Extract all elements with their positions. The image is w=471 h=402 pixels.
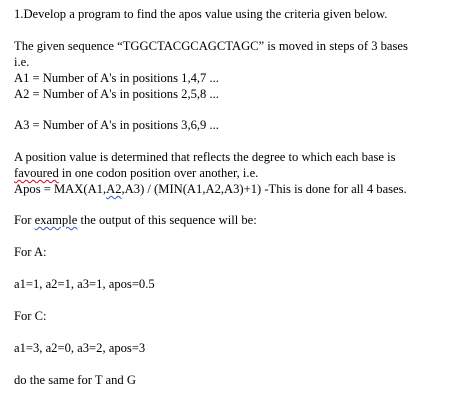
apos-formula <box>14 182 407 197</box>
a3-definition: A3 = Number of A's in positions 3,6,9 ... <box>14 118 219 132</box>
formula-start: Apos = MAX(A1, <box>14 182 107 196</box>
closing-instruction: do the same for T and G <box>14 373 136 387</box>
for-a-values: a1=1, a2=1, a3=1, apos=0.5 <box>14 277 155 291</box>
a1-definition: A1 = Number of A's in positions 1,4,7 ... <box>14 71 219 85</box>
position-description-rest: in one codon position over another, i.e. <box>58 166 259 180</box>
for-c-label: For C: <box>14 309 47 323</box>
for-c-values: a1=3, a2=0, a3=2, apos=3 <box>14 341 146 355</box>
example-intro <box>14 213 257 228</box>
position-description-continued <box>14 166 258 181</box>
title-line: 1.Develop a program to find the apos value using the criteria given below. <box>14 7 388 21</box>
position-description: A position value is determined that reflects the degree to which each base is <box>14 150 396 164</box>
spelling-flagged-word: favoured <box>14 166 59 180</box>
grammar-flagged-word: example <box>34 213 78 227</box>
sequence-line: The given sequence “TGGCTACGCAGCTAGC” is moved in steps of 3 bases <box>14 39 408 53</box>
a2-definition: A2 = Number of A's in positions 2,5,8 ... <box>14 87 219 101</box>
formula-end: ,A3) / (MIN(A1,A2,A3)+1) -This is done for all 4 bases. <box>121 182 407 196</box>
example-intro-end: the output of this sequence will be: <box>77 213 257 227</box>
for-a-label: For A: <box>14 245 47 259</box>
grammar-flagged-text: A2 <box>106 182 122 196</box>
example-intro-start: For <box>14 213 35 227</box>
sequence-line-continued: i.e. <box>14 55 30 69</box>
